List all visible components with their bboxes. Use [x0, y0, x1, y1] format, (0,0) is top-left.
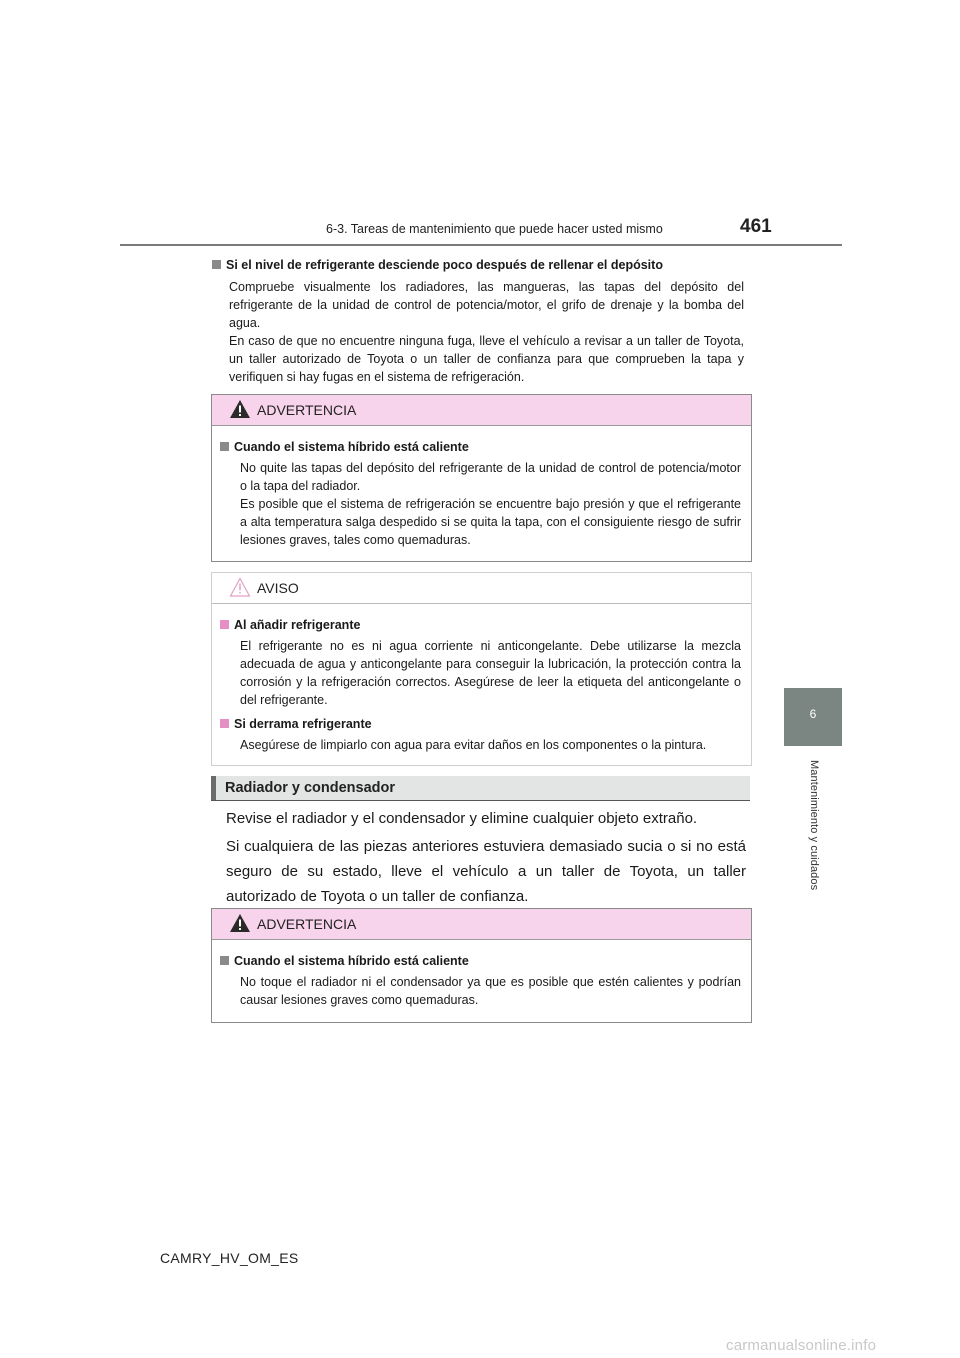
warning-text: No quite las tapas del depósito del refrigerante de la unidad de control de potencia/motor o la tapa del radiador. Es posible que el sistema de refrigeración se encuentre bajo presión y que el refrigerante a alta temperatura salga despedido si se quita la tapa, con el consiguiente riesgo de sufrir lesiones graves, tales como quemaduras. — [240, 461, 741, 547]
caution-triangle-icon — [229, 577, 251, 597]
subsection-paragraph-1: Revise el radiador y el condensador y elimine cualquier objeto extraño. — [226, 810, 698, 827]
warning-box-header — [212, 909, 751, 940]
page-number: 461 — [740, 216, 772, 237]
notice-item-heading-text: Al añadir refrigerante — [234, 618, 361, 632]
square-bullet-icon — [220, 719, 229, 728]
notice-item — [220, 616, 741, 709]
warning-box-radiator-hot — [211, 908, 752, 1023]
square-bullet-icon — [220, 956, 229, 965]
warning-heading — [220, 952, 741, 970]
notice-box-body — [212, 604, 751, 768]
notice-item-text: Asegúrese de limpiarlo con agua para evitar daños en los componentes o la pintura. — [240, 738, 707, 752]
notice-item-heading-text: Si derrama refrigerante — [234, 717, 372, 731]
document-code: CAMRY_HV_OM_ES — [160, 1250, 299, 1266]
notice-item-text: El refrigerante no es ni agua corriente ni anticongelante. Debe utilizarse la mezcla adecuada de agua y anticongelante para conseguir la lubricación, la protección contra la corrosión y la refrigeración correctos. Asegúrese de leer la etiqueta del anticongelante o del refrigerante. — [240, 639, 741, 707]
notice-box-title: AVISO — [257, 580, 299, 596]
notice-item-heading — [220, 616, 741, 634]
notice-box-header — [212, 573, 751, 604]
square-bullet-icon — [220, 620, 229, 629]
warning-text: No toque el radiador ni el condensador ya que es posible que estén calientes y podrían causar lesiones graves como quemaduras. — [240, 975, 741, 1007]
notice-box — [211, 572, 752, 766]
watermark: carmanualsonline.info — [726, 1337, 877, 1354]
warning-heading-text: Cuando el sistema híbrido está caliente — [234, 954, 469, 968]
header-divider — [120, 244, 842, 246]
notice-item-heading — [220, 715, 741, 733]
chapter-label: Mantenimiento y cuidados — [808, 760, 820, 891]
warning-box-hybrid-hot — [211, 394, 752, 562]
warning-box-title: ADVERTENCIA — [257, 916, 357, 932]
warning-heading-text: Cuando el sistema híbrido está caliente — [234, 440, 469, 454]
intro-section — [212, 256, 744, 386]
square-bullet-icon — [220, 442, 229, 451]
warning-triangle-icon — [229, 399, 251, 419]
subsection-title: Radiador y condensador — [225, 780, 396, 796]
warning-box-body — [212, 940, 751, 1023]
warning-box-header — [212, 395, 751, 426]
intro-text: Compruebe visualmente los radiadores, las mangueras, las tapas del depósito del refrigerante de la unidad de control de potencia/motor, el grifo de drenaje y la bomba del agua. En caso de que no encuentre ninguna fuga, lleve el vehículo a revisar a un taller de Toyota, un taller autorizado de Toyota o un taller de confianza para que comprueben la tapa y verifiquen si hay fugas en el sistema de refrigeración. — [229, 280, 744, 384]
warning-box-body — [212, 426, 751, 563]
running-header: 6-3. Tareas de mantenimiento que puede hacer usted mismo — [326, 222, 663, 236]
warning-triangle-icon — [229, 913, 251, 933]
warning-box-title: ADVERTENCIA — [257, 402, 357, 418]
warning-heading — [220, 438, 741, 456]
subsection-heading-bar — [211, 776, 216, 800]
notice-item — [220, 715, 741, 754]
square-bullet-icon — [212, 260, 221, 269]
intro-heading — [212, 256, 744, 274]
chapter-tab — [784, 688, 842, 746]
intro-heading-text: Si el nivel de refrigerante desciende poco después de rellenar el depósito — [226, 258, 663, 272]
chapter-number: 6 — [809, 707, 817, 721]
subsection-heading — [211, 776, 750, 801]
subsection-paragraph-2: Si cualquiera de las piezas anteriores estuviera demasiado sucia o si no está seguro de su estado, lleve el vehículo a un taller de Toyota, un taller autorizado de Toyota o un taller de confianza. — [226, 838, 746, 905]
